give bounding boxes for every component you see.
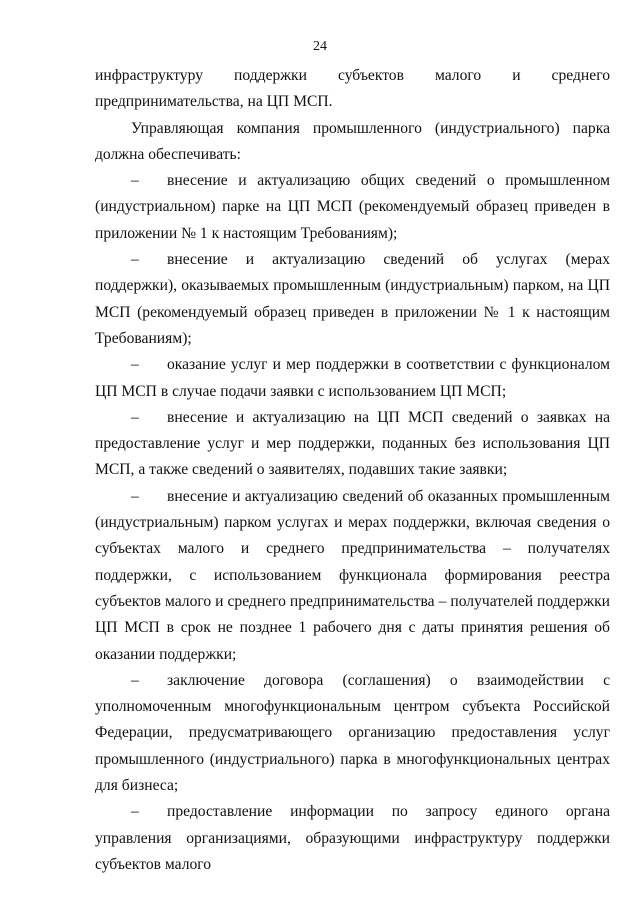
- list-item-text: заключение договора (соглашения) о взаимодействии с уполномоченным многофункциональным центром субъекта Российской Федерации, предусматривающего организацию предоставления услуг промышленного (индустриального) парка в многофункциональных центрах для бизнеса;: [95, 671, 610, 795]
- list-item-text: предоставление информации по запросу единого органа управления организациями, образующими инфраструктуру поддержки субъектов малого: [95, 803, 610, 873]
- dash-marker: –: [131, 487, 139, 505]
- dash-marker: –: [131, 803, 139, 821]
- list-item-text: внесение и актуализацию сведений об оказанных промышленным (индустриальным) парком услугах и мерах поддержки, включая сведения о субъектах малого и среднего предпринимательства – получателях поддержки, с использованием функционала формирования реестра субъектов малого и среднего предпринимательства – получателей поддержки ЦП МСП в срок не позднее 1 рабочего дня с даты принятия решения об оказании поддержки;: [95, 487, 610, 663]
- paragraph-intro: Управляющая компания промышленного (индустриального) парка должна обеспечивать:: [95, 119, 610, 163]
- dash-marker: –: [131, 671, 139, 689]
- list-item-text: оказание услуг и мер поддержки в соответствии с функционалом ЦП МСП в случае подачи заявки с использованием ЦП МСП;: [95, 356, 610, 400]
- list-item-text: внесение и актуализацию общих сведений о промышленном (индустриальном) парке на ЦП МСП (рекомендуемый образец приведен в приложении № 1 к настоящим Требованиям);: [95, 172, 610, 242]
- page-number: 24: [313, 39, 327, 54]
- dash-marker: –: [131, 408, 139, 426]
- paragraph-continuation: инфраструктуру поддержки субъектов малого и среднего предпринимательства, на ЦП МСП.: [95, 67, 610, 111]
- list-item: [95, 352, 610, 405]
- list-item: [95, 668, 610, 799]
- list-item: [95, 799, 610, 878]
- list-item: [95, 484, 610, 668]
- dash-marker: –: [131, 172, 139, 190]
- dash-marker: –: [131, 251, 139, 269]
- list-item: [95, 405, 610, 484]
- list-item-text: внесение и актуализацию сведений об услугах (мерах поддержки), оказываемых промышленным (индустриальным) парком, на ЦП МСП (рекомендуемый образец приведен в приложении № 1 к настоящим Требованиям);: [95, 251, 610, 347]
- dash-marker: –: [131, 356, 139, 374]
- list-item: [95, 168, 610, 247]
- document-body: [95, 63, 610, 878]
- list-item: [95, 247, 610, 352]
- list-item-text: внесение и актуализацию на ЦП МСП сведений о заявках на предоставление услуг и мер поддержки, поданных без использования ЦП МСП, а также сведений о заявителях, подавших такие заявки;: [95, 408, 610, 479]
